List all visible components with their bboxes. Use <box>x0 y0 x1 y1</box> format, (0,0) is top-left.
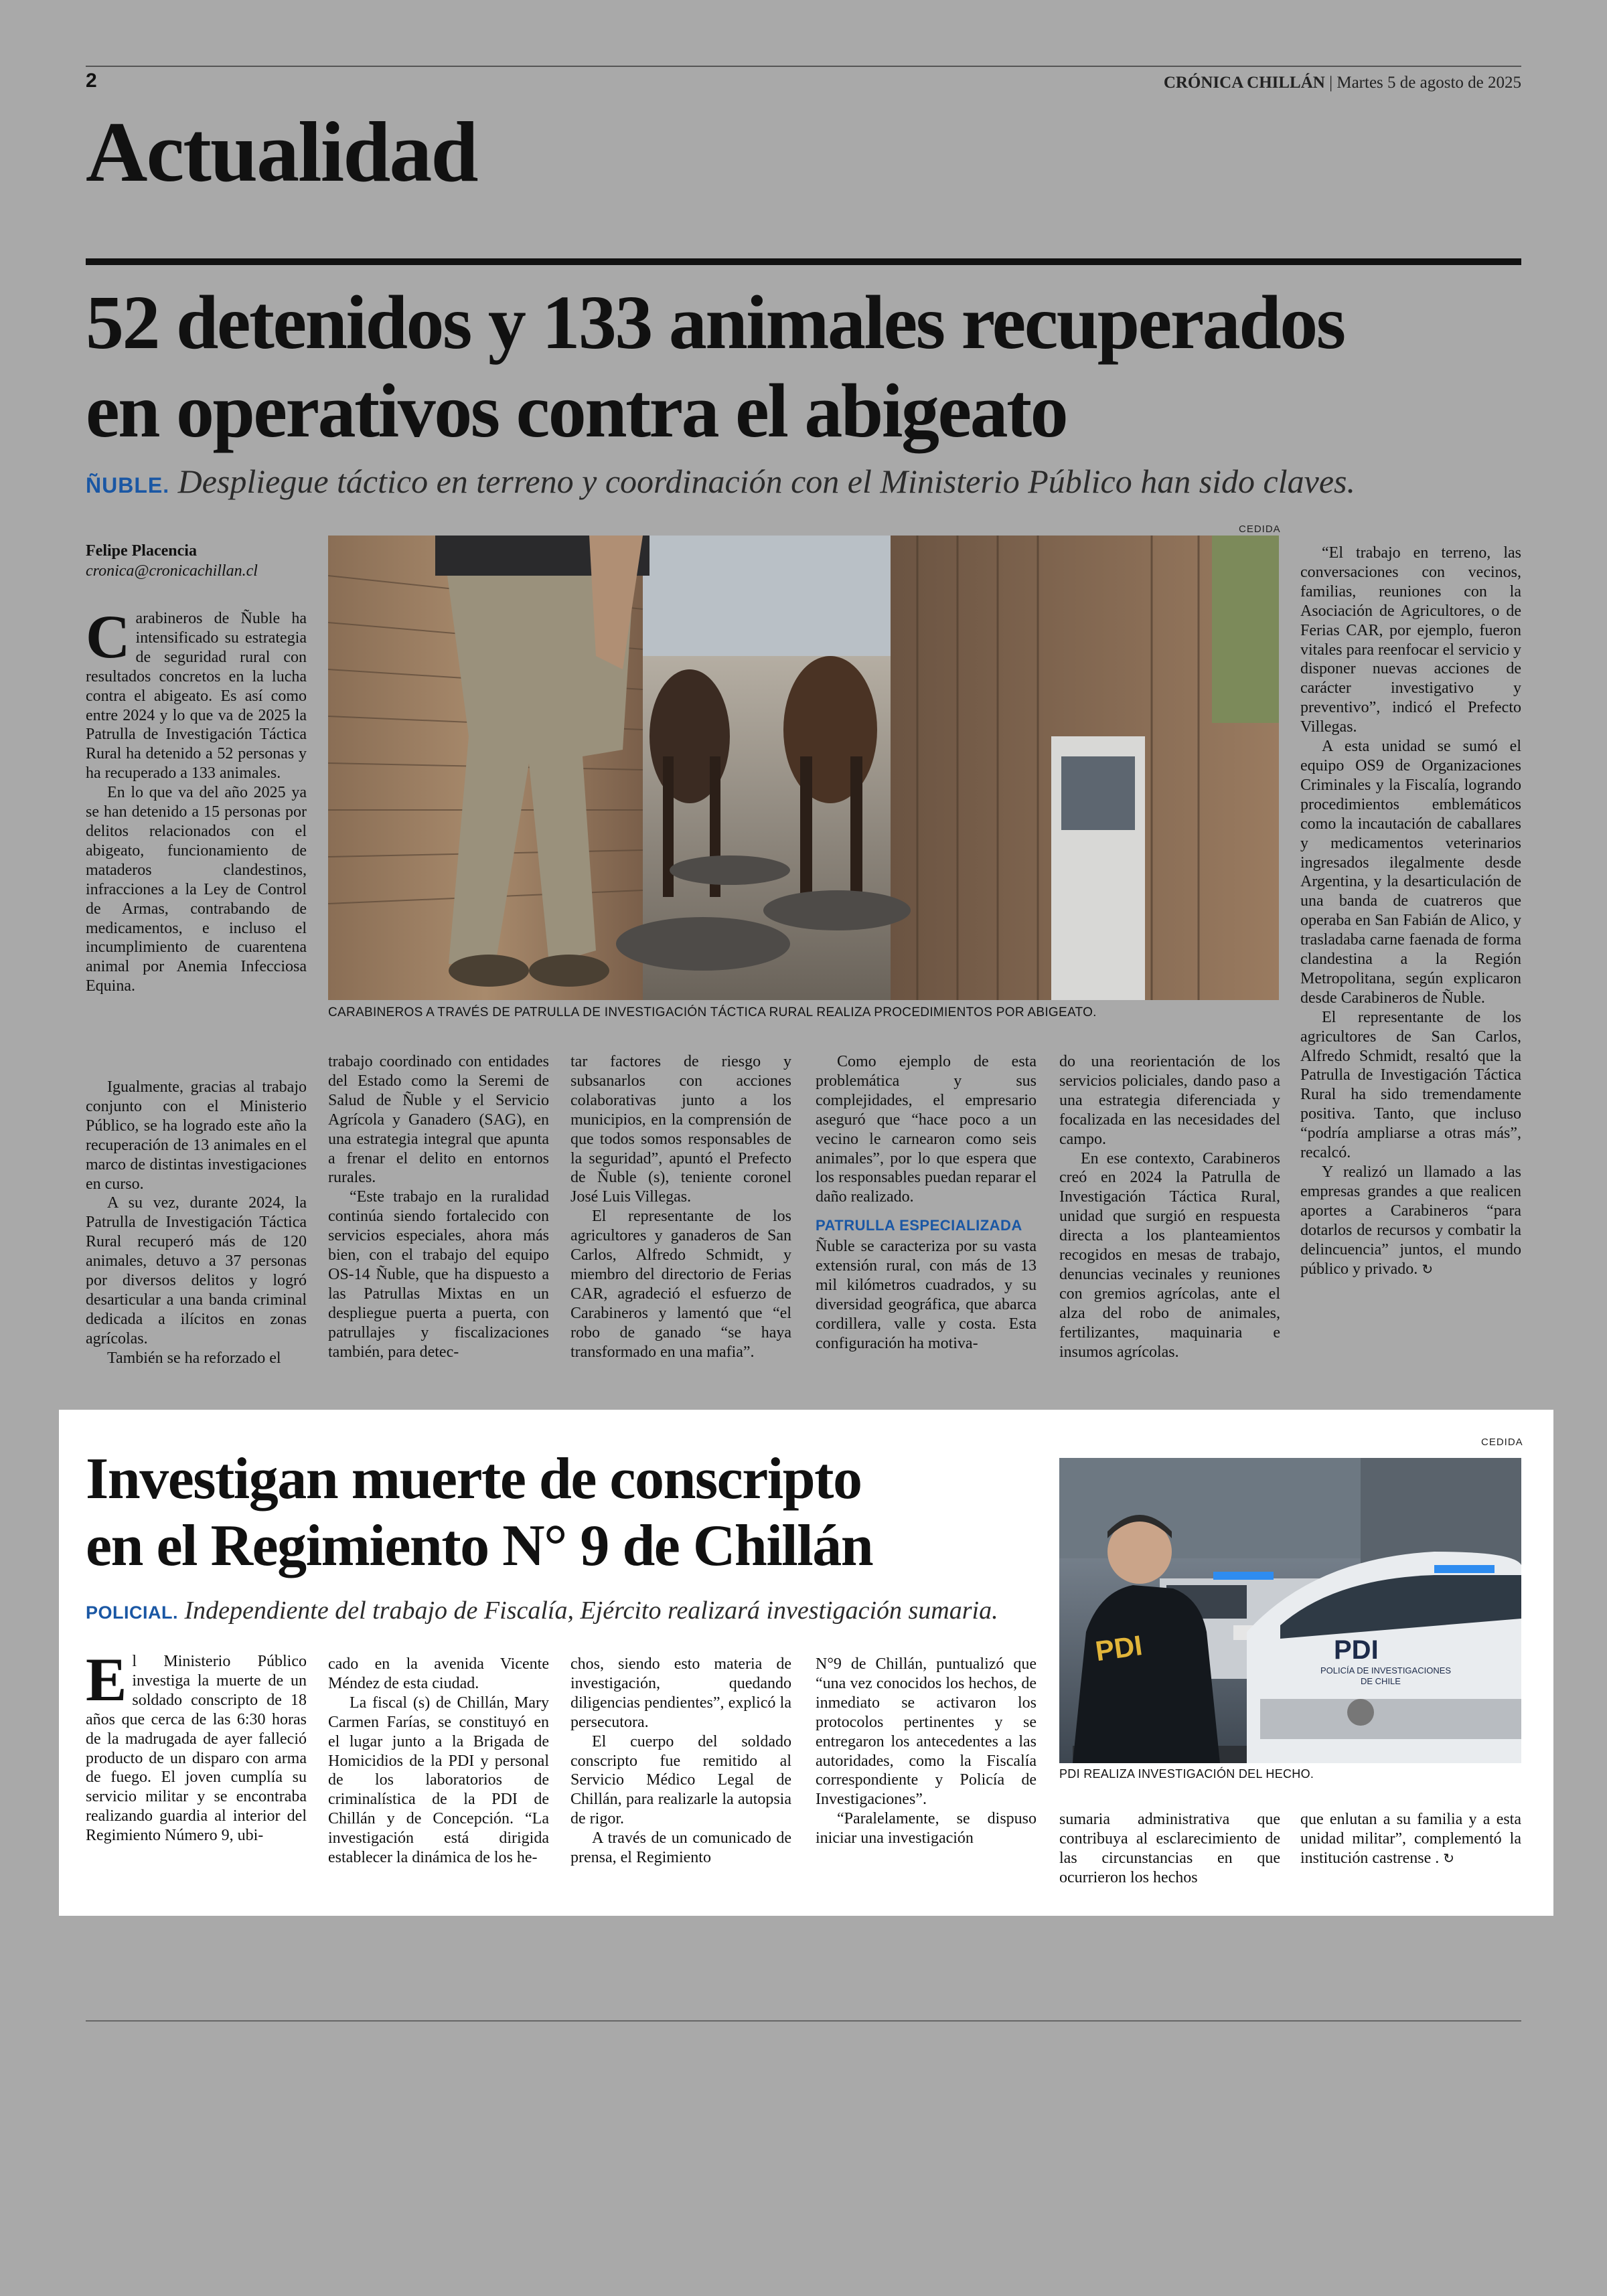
article2-column-6 <box>1300 1810 1521 1868</box>
paragraph <box>1300 1163 1521 1279</box>
photo-abigeato <box>328 536 1279 1000</box>
paragraph: “Este trabajo en la ruralidad continúa siendo fortalecido con servicios especiales, ahora más bien, con el trabajo del equipo OS-14 Ñuble, que ha dispuesto a las Patrullas Mixtas en un despliegue puerta a puerta, con patrullajes y fiscalizaciones también, para detec- <box>328 1188 549 1361</box>
paragraph: tar factores de riesgo y subsanarlos con acciones colaborativas junto a los municipios, en la comprensión de que todos somos responsables de la seguridad”, apuntó el Prefecto de Ñuble (s), teniente coronel José Luis Villegas. <box>570 1053 791 1206</box>
paragraph: Ñuble se caracteriza por su vasta extensión rural, con más de 13 mil kilómetros cuadrados, y su diversidad geográfica, que abarca cordillera, valle y costa. Esta configuración ha motiva- <box>816 1238 1037 1352</box>
paragraph: También se ha reforzado el <box>107 1349 281 1367</box>
end-mark-icon: ↻ <box>1443 1850 1455 1866</box>
article2-column-1 <box>86 1645 307 1846</box>
kicker-tag: POLICIAL. <box>86 1603 178 1623</box>
headline-conscripto <box>86 1446 1037 1580</box>
headline-line-1: Investigan muerte de conscripto <box>86 1447 862 1511</box>
drop-cap: E <box>86 1645 127 1714</box>
section-rule <box>86 258 1521 265</box>
kicker-tag: ÑUBLE. <box>86 473 170 497</box>
headline-abigeato <box>86 278 1521 455</box>
photo-pdi <box>1059 1458 1521 1763</box>
photo-police-car <box>1059 1458 1521 1763</box>
paragraph: “El trabajo en terreno, las conversaciones con vecinos, familias, reuniones con la Asociación de Agricultores, o de Ferias CAR, por ejemplo, fueron vitales para reenfocar el servicio y disponer nuevas acciones de carácter investigativo y preventivo”, indicó el Prefecto Villegas. <box>1300 544 1521 736</box>
article1-column-4 <box>816 1052 1037 1354</box>
article1-column-1-lower <box>86 1078 307 1368</box>
photo-credit: CEDIDA <box>1481 1437 1523 1448</box>
running-header <box>1164 74 1521 92</box>
paragraph: do una reorientación de los servicios policiales, dando paso a una estrategia diferenciada y focalizada en las necesidades del campo. <box>1059 1053 1280 1148</box>
top-rule <box>86 66 1521 67</box>
paragraph <box>1300 1810 1521 1868</box>
author-email: cronica@cronicachillan.cl <box>86 562 258 580</box>
paragraph: Como ejemplo de esta problemática y sus complejidades, el empresario aseguró que “hace poco a un vecino le carnearon como seis animales”, por lo que espera que los responsables puedan reparar el daño realizado. <box>816 1053 1037 1206</box>
paragraph: N°9 de Chillán, puntualizó que “una vez conocidos los hechos, de inmediato se activaron los protocolos pertinentes y se entregaron los antecedentes a las autoridades, como la Fiscalía correspondiente y Policía de Investigaciones”. <box>816 1655 1037 1809</box>
drop-cap: C <box>86 602 131 671</box>
photo-credit: CEDIDA <box>1239 523 1281 535</box>
publication-name: CRÓNICA CHILLÁN <box>1163 74 1325 92</box>
car-pdi-label: PDI <box>1334 1635 1379 1665</box>
paragraph: La fiscal (s) de Chillán, Mary Carmen Farías, se constituyó en el lugar junto a la Brigada de Homicidios de la PDI y personal de los laboratorios de criminalística de la PDI de Chillán y de Concepción. “La investigación está dirigida establecer la dinámica de los he- <box>328 1694 549 1867</box>
paragraph: sumaria administrativa que contribuya al esclarecimiento de las circunstancias en que ocurrieron los hechos <box>1059 1811 1280 1886</box>
article1-column-5 <box>1059 1052 1280 1362</box>
article1-column-6 <box>1300 544 1521 1279</box>
paragraph-text: Y realizó un llamado a las empresas grandes a que realicen aportes a Carabineros “para dotarlos de recursos y combatir la delincuencia” juntos, el mundo público y privado. <box>1300 1163 1521 1278</box>
photo-caption: PDI REALIZA INVESTIGACIÓN DEL HECHO. <box>1059 1767 1314 1781</box>
article2-column-4 <box>816 1655 1037 1848</box>
section-title: Actualidad <box>86 104 477 199</box>
article2-column-3 <box>570 1655 791 1868</box>
photo-caption: CARABINEROS A TRAVÉS DE PATRULLA DE INVESTIGACIÓN TÁCTICA RURAL REALIZA PROCEDIMIENTOS POR ABIGEATO. <box>328 1005 1097 1019</box>
headline-line-2: en operativos contra el abigeato <box>86 368 1067 453</box>
end-mark-icon: ↻ <box>1422 1260 1434 1277</box>
article2-column-2 <box>328 1655 549 1868</box>
kicker-text: Independiente del trabajo de Fiscalía, Ejército realizará investigación sumaria. <box>184 1596 998 1625</box>
paragraph: A través de un comunicado de prensa, el Regimiento <box>570 1829 791 1867</box>
vest-pdi-label: PDI <box>1093 1629 1144 1667</box>
article1-column-3 <box>570 1052 791 1362</box>
paragraph: A su vez, durante 2024, la Patrulla de Investigación Táctica Rural recuperó más de 120 animales, detuvo a 37 personas por diversos delitos y logró desarticular a una banda criminal dedicada a ilícitos en zonas agrícolas. <box>86 1194 307 1347</box>
byline <box>86 541 293 581</box>
paragraph: El representante de los agricultores de San Carlos, Alfredo Schmidt, resaltó que la Patrulla de Investigación Táctica Rural ha sido tremendamente positiva. Tanto, que incluso “podría ampliarse a otras más”, recalcó. <box>1300 1008 1521 1162</box>
headline-line-1: 52 detenidos y 133 animales recuperados <box>86 280 1345 365</box>
paragraph-text: que enlutan a su familia y a esta unidad militar”, complementó la institución castrense . <box>1300 1811 1521 1867</box>
paragraph: El representante de los agricultores y ganaderos de San Carlos, Alfredo Schmidt, y miembro del directorio de Ferias CAR, agradeció el esfuerzo de Carabineros y lamentó que “el robo de ganado “se haya transformado en una mafia”. <box>570 1208 791 1361</box>
header-separator: | <box>1329 74 1333 92</box>
issue-date: Martes 5 de agosto de 2025 <box>1336 74 1521 92</box>
paragraph: “Paralelamente, se dispuso iniciar una investigación <box>816 1810 1037 1848</box>
article1-column-1 <box>86 602 307 996</box>
paragraph: trabajo coordinado con entidades del Estado como la Seremi de Salud de Ñuble y el Servicio Agrícola y Ganadero (SAG), en una estrategia integral que apunta a frenar el delito en entornos rurales. <box>328 1053 549 1187</box>
subheadline-conscripto <box>86 1596 1037 1625</box>
paragraph: chos, siendo esto materia de investigación, quedando diligencias pendientes”, explicó la persecutora. <box>570 1655 791 1731</box>
author-name: Felipe Placencia <box>86 542 197 560</box>
page-number: 2 <box>86 70 97 92</box>
paragraph: Igualmente, gracias al trabajo conjunto con el Ministerio Público, se ha logrado este año la recuperación de 13 animales en el marco de distintas investigaciones en curso. <box>86 1078 307 1193</box>
article2-column-5 <box>1059 1810 1280 1888</box>
bottom-rule <box>86 2020 1521 2022</box>
paragraph: arabineros de Ñuble ha intensificado su estrategia de seguridad rural con resultados concretos en la lucha contra el abigeato. Es así como entre 2024 y lo que va de 2025 la Patrulla de Investigación Táctica Rural ha detenido a 52 personas y ha recuperado a 133 animales. <box>86 610 307 783</box>
article1-column-2 <box>328 1052 549 1362</box>
car-pdi-sub1: POLICÍA DE INVESTIGACIONES <box>1320 1665 1452 1675</box>
paragraph: En lo que va del año 2025 ya se han detenido a 15 personas por delitos relacionados con el abigeato, funcionamiento de mataderos clandestinos, infracciones a la Ley de Control de Armas, contrabando de medicamentos, e incluso el incumplimiento de cuarentena animal por Anemia Infecciosa Equina. <box>86 784 307 995</box>
paragraph: El cuerpo del soldado conscripto fue remitido al Servicio Médico Legal de Chillán, para realizarle la autopsia de rigor. <box>570 1732 791 1828</box>
photo-livestock-truck <box>328 536 1279 1000</box>
car-pdi-sub2: DE CHILE <box>1361 1676 1401 1686</box>
subheadline-abigeato <box>86 462 1521 501</box>
subhead-patrulla: PATRULLA ESPECIALIZADA <box>816 1217 1022 1234</box>
kicker-text: Despliegue táctico en terreno y coordinación con el Ministerio Público han sido claves. <box>177 463 1355 500</box>
paragraph: l Ministerio Público investiga la muerte de un soldado conscripto de 18 años que cerca de las 6:30 horas de la madrugada de ayer falleció producto de un disparo con arma de fuego. El joven cumplía su servicio militar y se encontraba realizando guardia al interior del Regimiento Número 9, ubi- <box>86 1653 307 1845</box>
headline-line-2: en el Regimiento N° 9 de Chillán <box>86 1513 873 1578</box>
paragraph: En ese contexto, Carabineros creó en 2024 la Patrulla de Investigación Táctica Rural, unidad que surgió en respuesta directa a los planteamientos recogidos en mesas de trabajo, denuncias vecinales y reuniones con gremios agrícolas, ante el alza del robo de animales, fertilizantes, maquinaria e insumos agrícolas. <box>1059 1149 1280 1361</box>
paragraph: A esta unidad se sumó el equipo OS9 de Organizaciones Criminales y la Fiscalía, logrando procedimientos emblemáticos como la incautación de caballares y medicamentos veterinarios ingresados ilegalmente desde Argentina, y la desarticulación de una banda de cuatreros que operaba en San Fabián de Alico, y trasladaba carne faenada de forma clandestina a la Región Metropolitana, según explicaron desde Carabineros de Ñuble. <box>1300 738 1521 1007</box>
paragraph: cado en la avenida Vicente Méndez de esta ciudad. <box>328 1655 549 1692</box>
